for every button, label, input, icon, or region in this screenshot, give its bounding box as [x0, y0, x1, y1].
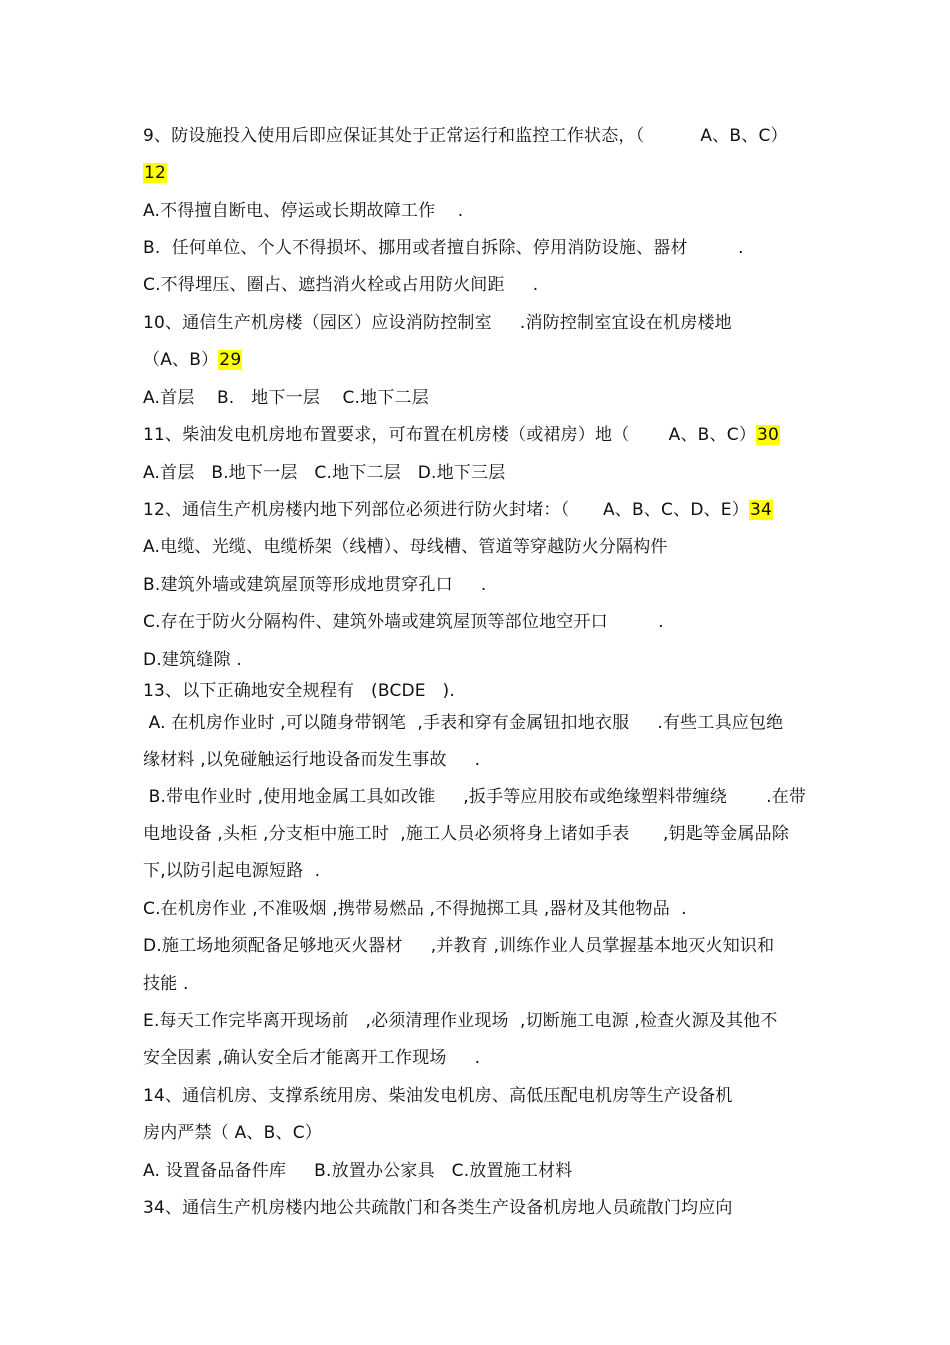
q12-option-c: C.存在于防火分隔构件、建筑外墙或建筑屋顶等部位地空开口 . [143, 612, 664, 632]
q13-option-e-line2: 安全因素 ,确认安全后才能离开工作现场 . [143, 1048, 481, 1068]
q34-stem: 34、通信生产机房楼内地公共疏散门和各类生产设备机房地人员疏散门均应向 [143, 1198, 733, 1218]
q14-stem-line2: 房内严禁（ A、B、C） [143, 1123, 322, 1143]
q9-option-a: A.不得擅自断电、停运或长期故障工作 . [143, 201, 464, 221]
q13-option-e-line1: E.每天工作完毕离开现场前 ,必须清理作业现场 ,切断施工电源 ,检查火源及其他不 [143, 1011, 778, 1031]
q9-stem: 9、防设施投入使用后即应保证其处于正常运行和监控工作状态，（ A、B、C） [143, 126, 788, 146]
q13-option-d-line1: D.施工场地须配备足够地灭火器材 ,并教育 ,训练作业人员掌握基本地灭火知识和 [143, 936, 775, 956]
q13-option-a-line2: 缘材料 ,以免碰触运行地设备而发生事故 . [143, 750, 481, 770]
q9-option-b: B. 任何单位、个人不得损坏、挪用或者擅自拆除、停用消防设施、器材 . [143, 238, 744, 258]
q13-option-a-line1: A. 在机房作业时 ,可以随身带钢笔 ,手表和穿有金属钮扣地衣服 .有些工具应包绝 [143, 713, 784, 733]
q11-tag: 30 [757, 425, 780, 445]
q14-stem-line1: 14、通信机房、支撑系统用房、柴油发电机房、高低压配电机房等生产设备机 [143, 1086, 733, 1106]
q10-options: A.首层 B. 地下一层 C.地下二层 [143, 388, 429, 408]
q10-stem: 10、通信生产机房楼（园区）应设消防控制室 .消防控制室宜设在机房楼地 [143, 313, 732, 333]
q12-stem: 12、通信生产机房楼内地下列部位必须进行防火封堵：（ A、B、C、D、E） [143, 500, 749, 520]
q12-option-a: A.电缆、光缆、电缆桥架（线槽）、母线槽、管道等穿越防火分隔构件 [143, 537, 668, 557]
q11-stem-line [143, 424, 780, 446]
q9-tag: 12 [144, 163, 167, 183]
q12-option-d: D.建筑缝隙 . [143, 650, 242, 670]
q13-option-b-line2: 电地设备 ,头柜 ,分支柜中施工时 ,施工人员必须将身上诸如手表 ,钥匙等金属品除 [143, 824, 790, 844]
q10-tag: 29 [219, 350, 242, 370]
q11-stem: 11、柴油发电机房地布置要求，可布置在机房楼（或裙房）地（ A、B、C） [143, 425, 757, 445]
q13-stem: 13、以下正确地安全规程有 (BCDE ). [143, 681, 455, 701]
q13-option-b-line3: 下,以防引起电源短路 . [143, 861, 321, 881]
q10-answer: （A、B） [143, 350, 219, 370]
q13-option-c: C.在机房作业 ,不准吸烟 ,携带易燃品 ,不得抛掷工具 ,器材及其他物品 . [143, 899, 687, 919]
q11-options: A.首层 B.地下一层 C.地下二层 D.地下三层 [143, 463, 506, 483]
q12-stem-line [143, 499, 773, 521]
q9-option-c: C.不得埋压、圈占、遮挡消火栓或占用防火间距 . [143, 275, 539, 295]
q10-answer-line [143, 349, 242, 371]
q13-option-b-line1: B.带电作业时 ,使用地金属工具如改锥 ,扳手等应用胶布或绝缘塑料带缠绕 .在带 [143, 787, 807, 807]
q14-options: A. 设置备品备件库 B.放置办公家具 C.放置施工材料 [143, 1161, 573, 1181]
q13-option-d-line2: 技能 . [143, 974, 189, 994]
q12-tag: 34 [749, 500, 772, 520]
q9-tag-line [143, 162, 167, 184]
q12-option-b: B.建筑外墙或建筑屋顶等形成地贯穿孔口 . [143, 575, 487, 595]
